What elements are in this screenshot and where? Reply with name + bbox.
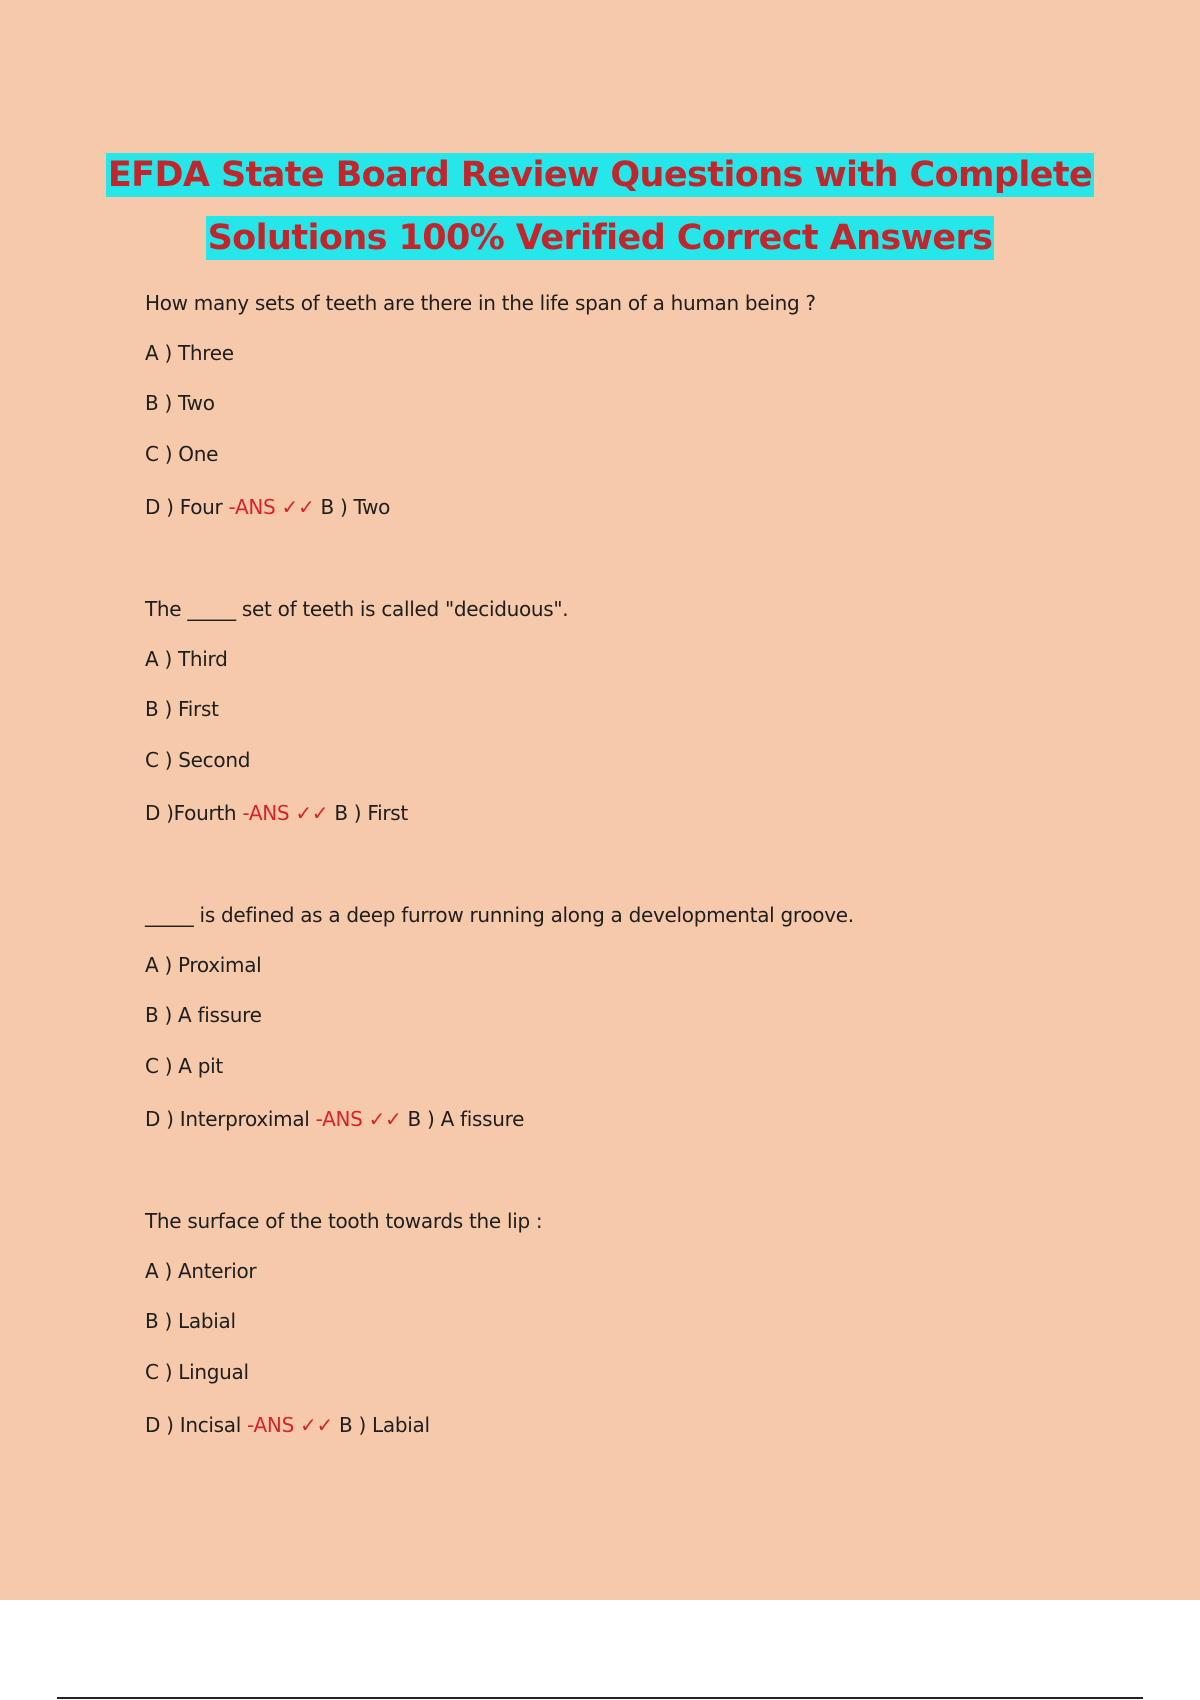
question-1-text: How many sets of teeth are there in the life span of a human being ? xyxy=(145,291,816,315)
question-1-answer: B ) Two xyxy=(314,495,391,519)
question-2-option-d: D )Fourth xyxy=(145,801,243,825)
question-4-option-d-answer xyxy=(145,1413,430,1437)
footer-divider xyxy=(57,1697,1143,1699)
question-1-option-a: A ) Three xyxy=(145,341,234,365)
question-1-option-c: C ) One xyxy=(145,442,219,466)
question-3-option-d-answer xyxy=(145,1107,524,1131)
question-4-text: The surface of the tooth towards the lip : xyxy=(145,1209,543,1233)
question-4-answer: B ) Labial xyxy=(332,1413,430,1437)
answer-marker: -ANS ✓✓ xyxy=(315,1107,402,1131)
question-3-option-d: D ) Interproximal xyxy=(145,1107,316,1131)
question-3-option-b: B ) A fissure xyxy=(145,1003,262,1027)
question-2-option-d-answer xyxy=(145,801,408,825)
question-4-option-d: D ) Incisal xyxy=(145,1413,248,1437)
question-2-text: The _____ set of teeth is called "deciduous". xyxy=(145,597,569,621)
document-title xyxy=(0,144,1200,270)
question-3-answer: B ) A fissure xyxy=(401,1107,525,1131)
question-2-option-c: C ) Second xyxy=(145,748,251,772)
question-1-option-d: D ) Four xyxy=(145,495,229,519)
question-2-option-b: B ) First xyxy=(145,697,219,721)
question-2-option-a: A ) Third xyxy=(145,647,228,671)
question-2-answer: B ) First xyxy=(328,801,408,825)
question-4-option-a: A ) Anterior xyxy=(145,1259,257,1283)
question-4-option-b: B ) Labial xyxy=(145,1309,236,1333)
question-4-option-c: C ) Lingual xyxy=(145,1360,249,1384)
answer-marker: -ANS ✓✓ xyxy=(247,1413,333,1437)
question-1-option-d-answer xyxy=(145,495,390,519)
question-1-option-b: B ) Two xyxy=(145,391,215,415)
title-line-1: EFDA State Board Review Questions with Complete xyxy=(107,155,1093,195)
question-3-text: _____ is defined as a deep furrow running along a developmental groove. xyxy=(145,903,854,927)
answer-marker: -ANS ✓✓ xyxy=(242,801,329,825)
answer-marker: -ANS ✓✓ xyxy=(228,495,315,519)
question-3-option-a: A ) Proximal xyxy=(145,953,262,977)
question-3-option-c: C ) A pit xyxy=(145,1054,223,1078)
title-line-2: Solutions 100% Verified Correct Answers xyxy=(207,218,993,258)
